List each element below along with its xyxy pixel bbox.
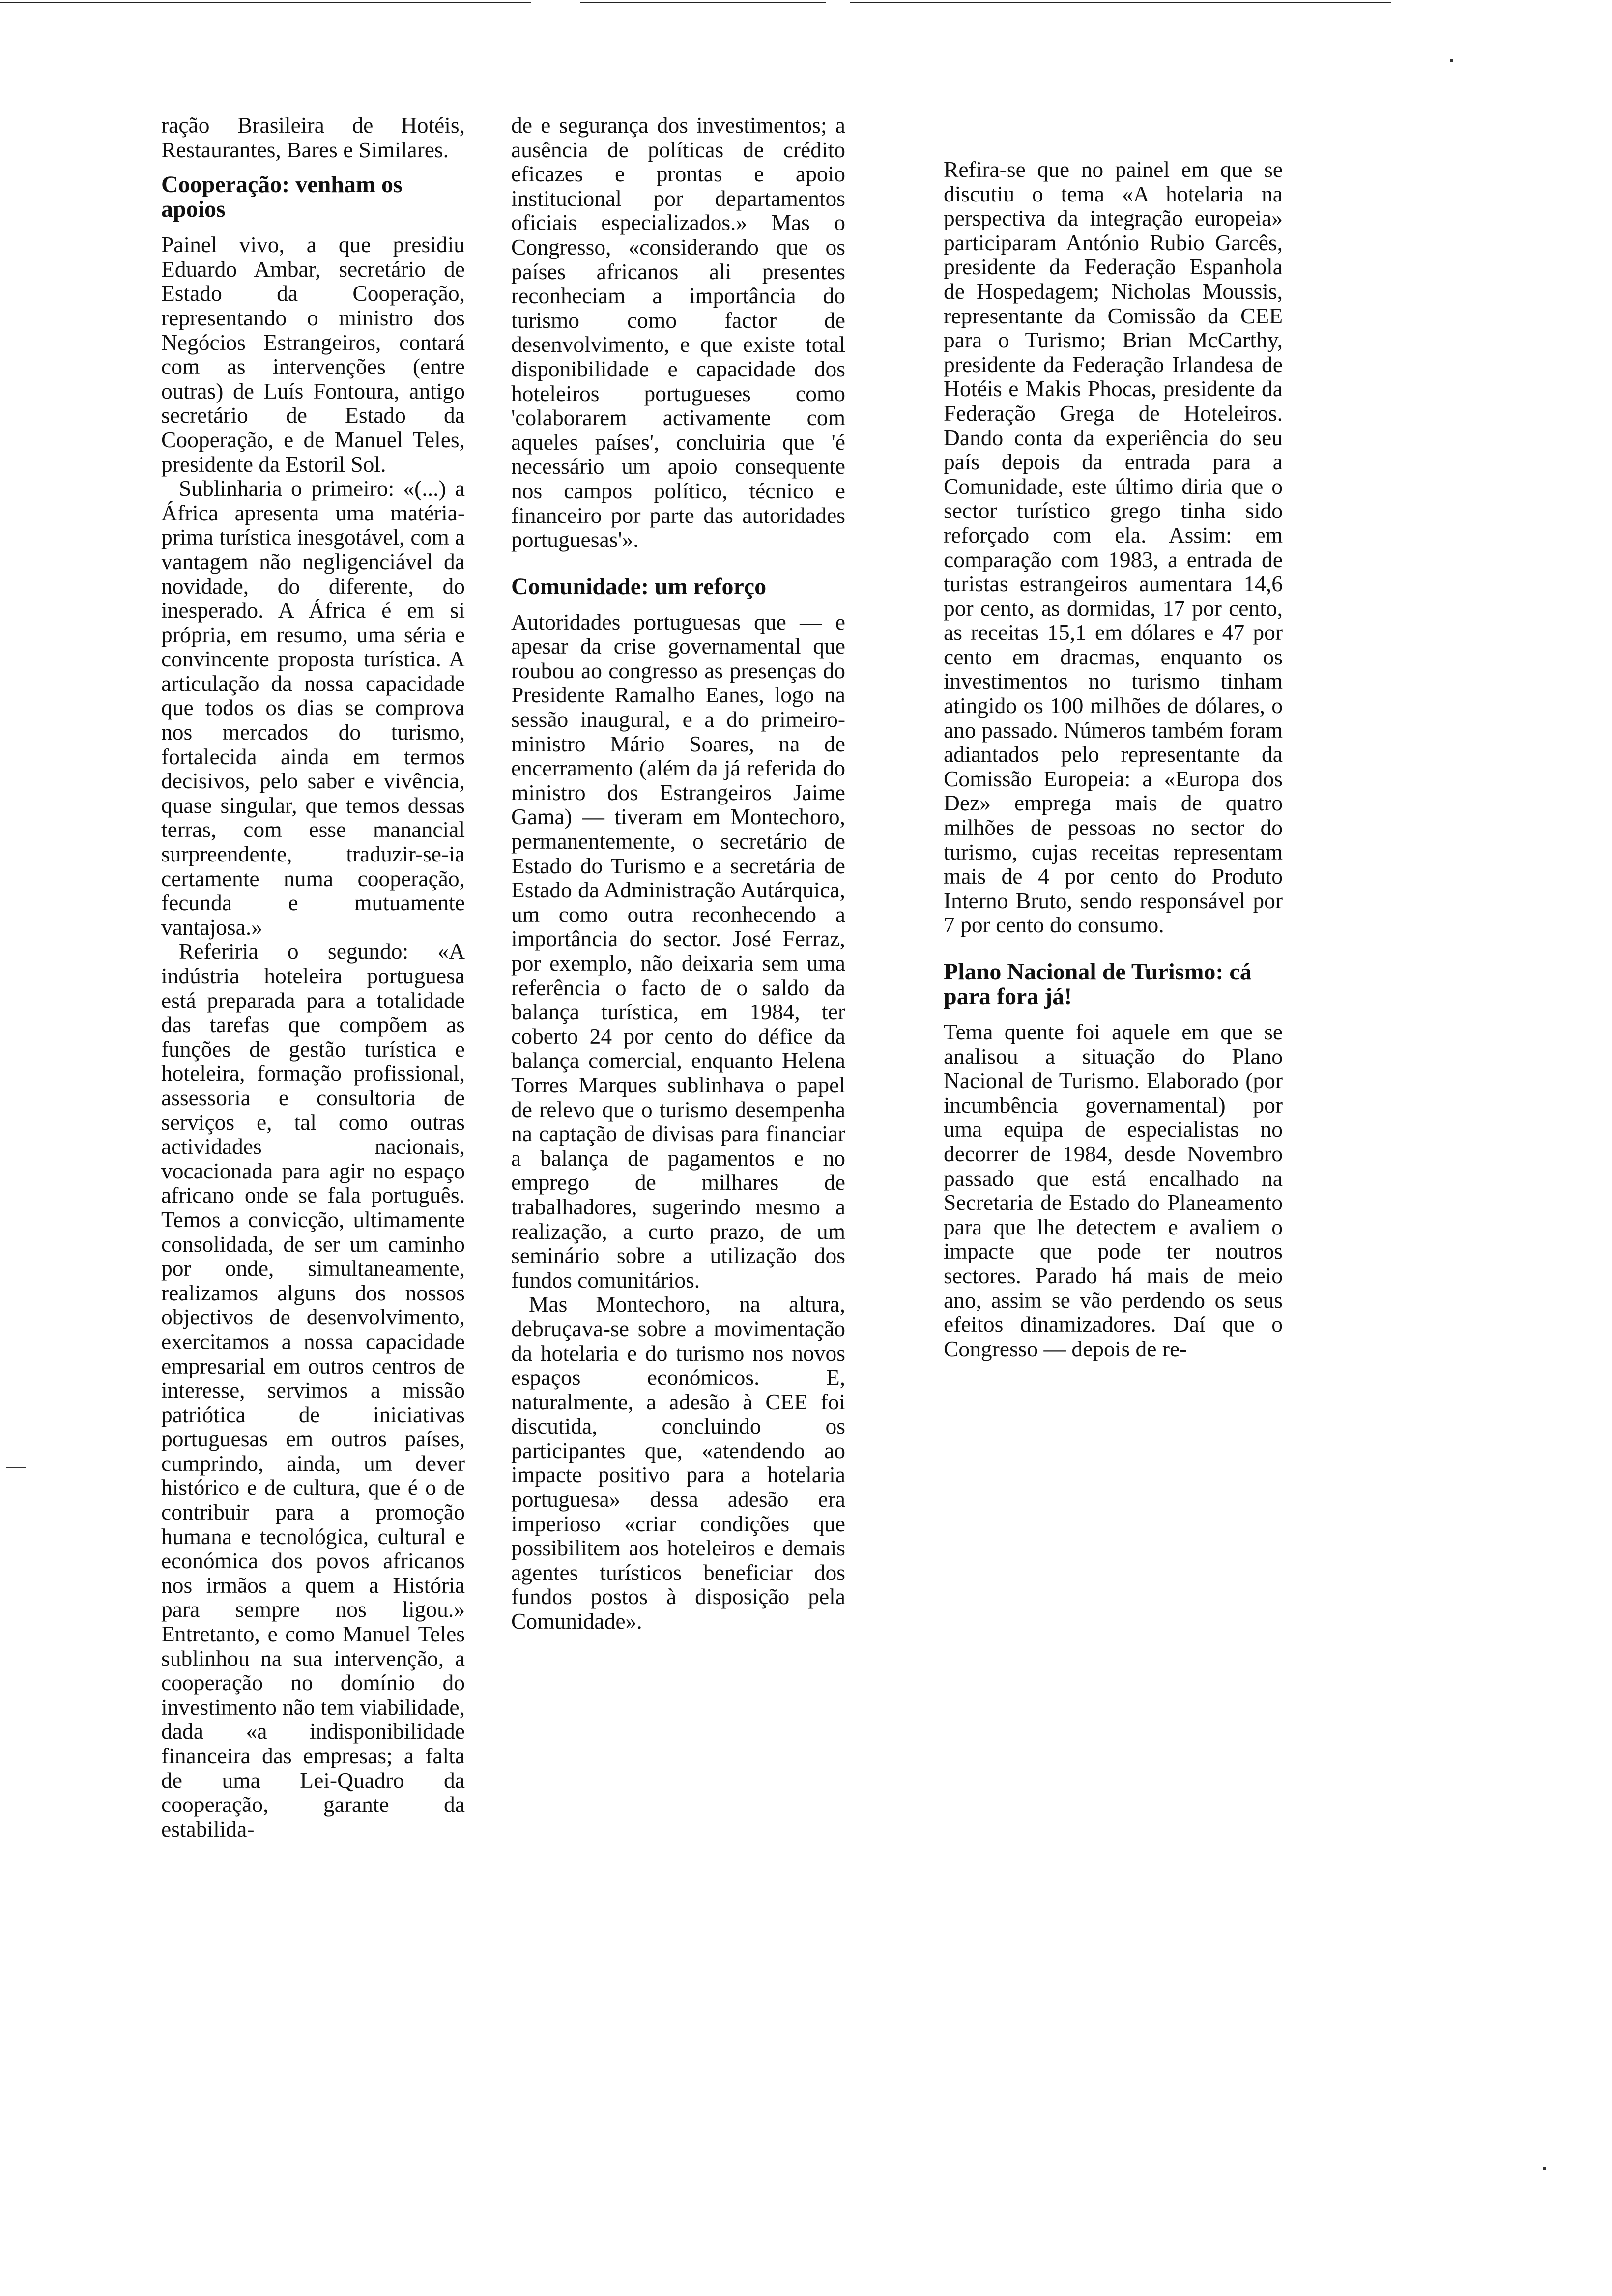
paragraph: Refira-se que no painel em que se discutiu o tema «A hotelaria na perspectiva da integração europeia» participaram António Rubio Garcês, presidente da Federação Espanhola de Hospedagem; Nicholas Moussis, representante da Comissão da CEE para o Turismo; Brian McCarthy, presidente da Federação Irlandesa de Hotéis e Makis Phocas, presidente da Federação Grega de Hoteleiros. Dando conta da experiência do seu país depois da entrada para a Comunidade, este último diria que o sector turístico grego tinha sido reforçado com ela. Assim: em comparação com 1983, a entrada de turistas estrangeiros aumentara 14,6 por cento, as dormidas, 17 por cento, as receitas 15,1 em dólares e 47 por cento em dracmas, enquanto os investimentos no turismo tinham atingido os 100 milhões de dólares, o ano passado. Números também foram adiantados pelo representante da Comissão Europeia: a «Europa dos Dez» emprega mais de quatro milhões de pessoas no sector do turismo, cujas receitas representam mais de 4 por cento do Produto Interno Bruto, sendo responsável por 7 por cento do consumo.	[944, 157, 1283, 938]
scan-speck	[1450, 59, 1453, 62]
section-heading-plano-nacional: Plano Nacional de Turismo: cá para fora já!	[944, 959, 1252, 1009]
paragraph: Mas Montechoro, na altura, debruçava-se sobre a movimentação da hotelaria e do turismo nos novos espaços económicos. E, naturalmente, a adesão à CEE foi discutida, concluindo os participantes que, «atendendo ao impacte positivo para a hotelaria portuguesa» dessa adesão era imperioso «criar condições que possibilitem aos hoteleiros e demais agentes turísticos beneficiar dos fundos postos à disposição pela Comunidade».	[511, 1292, 845, 1634]
article-column-1	[161, 113, 465, 1841]
article-column-3	[944, 157, 1283, 1361]
paragraph: Tema quente foi aquele em que se analisou a situação do Plano Nacional de Turismo. Elaborado (por incumbência governamental) por uma equipa de especialistas no decorrer de 1984, desde Novembro passado que está encalhado na Secretaria de Estado do Planeamento para que lhe detectem e avaliem o impacte que pode ter noutros sectores. Parado há mais de meio ano, assim se vão perdendo os seus efeitos dinamizadores. Daí que o Congresso — depois de re-	[944, 1019, 1283, 1361]
top-rule-middle	[580, 2, 826, 3]
paragraph: Autoridades portuguesas que — e apesar da crise governamental que roubou ao congresso as presenças do Presidente Ramalho Eanes, logo na sessão inaugural, e a do primeiro-ministro Mário Soares, na de encerramento (além da já referida do ministro dos Estrangeiros Jaime Gama) — tiveram em Montechoro, permanentemente, o secretário de Estado do Turismo e a secretária de Estado da Administração Autárquica, um como outra reconhecendo a importância do sector. José Ferraz, por exemplo, não deixaria sem uma referência o facto de o saldo da balança turística, em 1984, ter coberto 24 por cento do défice da balança comercial, enquanto Helena Torres Marques sublinhava o papel de relevo que o turismo desempenha na captação de divisas para financiar a balança de pagamentos e no emprego de milhares de trabalhadores, sugerindo mesmo a realização, a curto prazo, de um seminário sobre a utilização dos fundos comunitários.	[511, 609, 845, 1292]
paragraph: Painel vivo, a que presidiu Eduardo Ambar, secretário de Estado da Cooperação, representando o ministro dos Negócios Estrangeiros, contará com as intervenções (entre outras) de Luís Fontoura, antigo secretário de Estado da Cooperação, e de Manuel Teles, presidente da Estoril Sol.	[161, 232, 465, 477]
scan-speck	[1543, 2167, 1546, 2170]
section-heading-comunidade: Comunidade: um reforço	[511, 573, 767, 600]
article-column-2	[511, 113, 845, 1634]
top-rule-right	[850, 2, 1391, 3]
section-heading-cooperacao: Cooperação: venham os apoios	[161, 172, 403, 223]
scan-speck	[6, 1467, 26, 1468]
paragraph: Referiria o segundo: «A indústria hoteleira portuguesa está preparada para a totalidade das tarefas que compõem as funções de gestão turística e hoteleira, formação profissional, assessoria e consultoria de serviços e, tal como outras actividades nacionais, vocacionada para agir no espaço africano onde se fala português. Temos a convicção, ultimamente consolidada, de ser um caminho por onde, simultaneamente, realizamos alguns dos nossos objectivos de desenvolvimento, exercitamos a nossa capacidade empresarial em outros centros de interesse, servimos a missão patriótica de iniciativas portuguesas em outros países, cumprindo, ainda, um dever histórico e de cultura, que é o de contribuir para a promoção humana e tecnológica, cultural e económica dos povos africanos nos irmãos a quem a História para sempre nos ligou.» Entretanto, e como Manuel Teles sublinhou na sua intervenção, a cooperação no domínio do investimento não tem viabilidade, dada «a indisponibilidade financeira das empresas; a falta de uma Lei-Quadro da cooperação, garante da estabilida-	[161, 939, 465, 1841]
paragraph: Sublinharia o primeiro: «(...) a África apresenta uma matéria-prima turística inesgotável, com a vantagem não negligenciável da novidade, do diferente, do inesperado. A África é em si própria, em resumo, uma séria e convincente proposta turística. A articulação da nossa capacidade que todos os dias se comprova nos mercados do turismo, fortalecida ainda em termos decisivos, pelo saber e vivência, quase singular, que temos dessas terras, com esse manancial surpreendente, traduzir-se-ia certamente numa cooperação, fecunda e mutuamente vantajosa.»	[161, 476, 465, 940]
lead-paragraph: ração Brasileira de Hotéis, Restaurantes, Bares e Similares.	[161, 113, 465, 162]
top-rule-left	[0, 2, 531, 3]
paragraph: de e segurança dos investimentos; a ausência de políticas de crédito eficazes e prontas e apoio institucional por departamentos oficiais especializados.» Mas o Congresso, «considerando que os países africanos ali presentes reconheciam a importância do turismo como factor de desenvolvimento, e que existe total disponibilidade e capacidade dos hoteleiros portugueses como 'colaborarem activamente com aqueles países', concluiria que 'é necessário um apoio consequente nos campos político, técnico e financeiro por parte das autoridades portuguesas'».	[511, 113, 845, 552]
